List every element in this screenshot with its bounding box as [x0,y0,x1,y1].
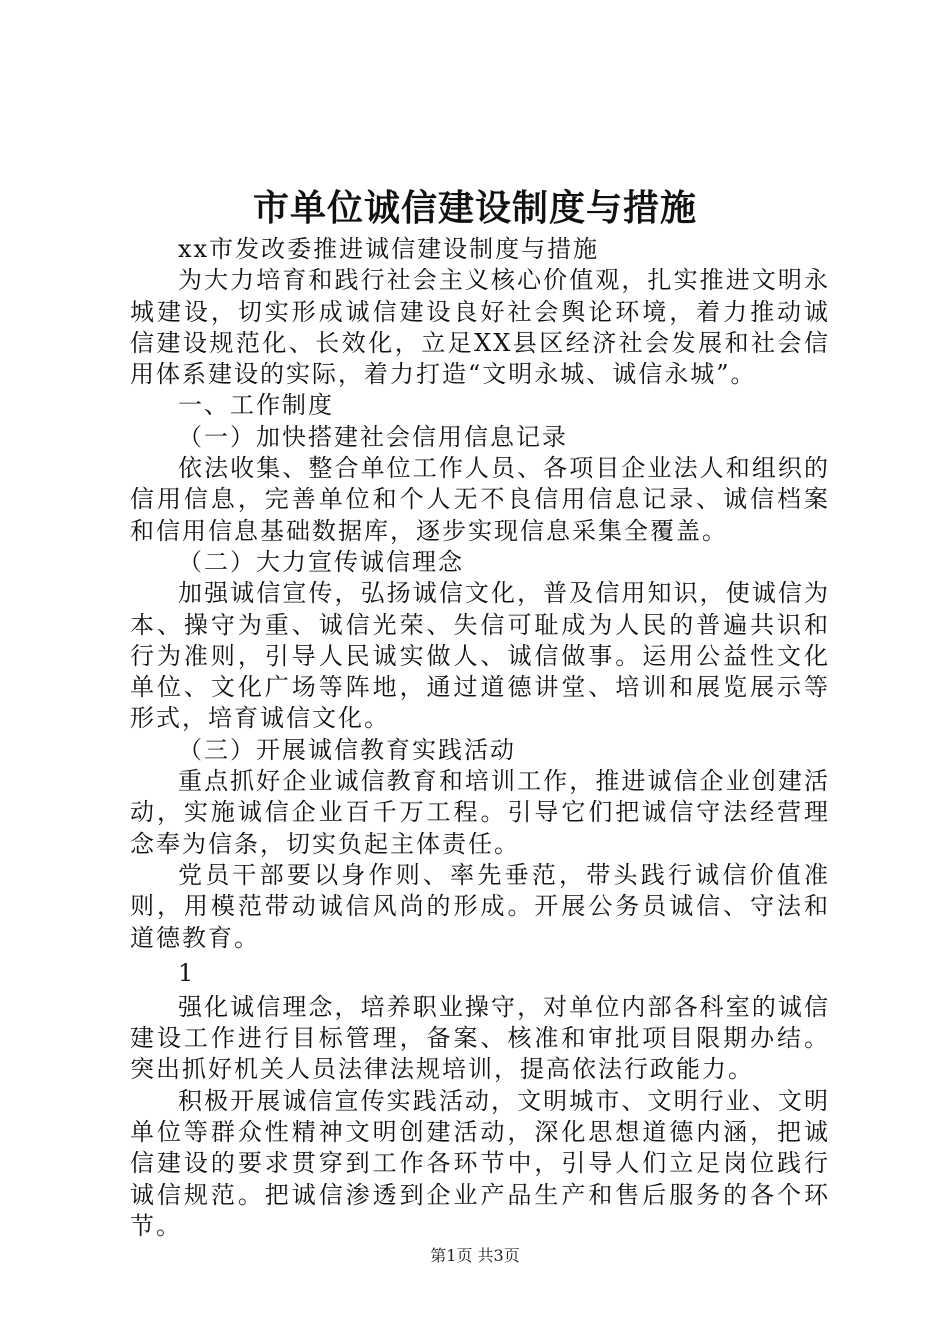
inline-page-number: 1 [178,958,194,987]
page-footer: 第1页 共3页 [430,1246,520,1265]
section-heading: 一、工作制度 [178,391,334,420]
body-paragraph-1: 依法收集、整合单位工作人员、各项目企业法人和组织的信用信息，完善单位和个人无不良信用信息记录、诚信档案和信用信息基础数据库，逐步实现信息采集全覆盖。 [130,454,830,545]
body-paragraph-5: 强化诚信理念，培养职业操守，对单位内部各科室的诚信建设工作进行目标管理，备案、核准和审批项目限期办结。突出抓好机关人员法律法规培训，提高依法行政能力。 [130,992,830,1084]
subtitle-paragraph: xx市发改委推进诚信建设制度与措施 [178,235,600,263]
subsection-heading-2: （二）大力宣传诚信理念 [178,547,464,576]
document-title: 市单位诚信建设制度与措施 [252,187,697,229]
body-paragraph-2: 加强诚信宣传，弘扬诚信文化，普及信用知识，使诚信为本、操守为重、诚信光荣、失信可耻成为人民的普遍共识和行为准则，引导人民诚实做人、诚信做事。运用公益性文化单位、文化广场等阵地，通过道德讲堂、培训和展览展示等形式，培育诚信文化。 [130,579,830,733]
intro-paragraph: 为大力培育和践行社会主义核心价值观，扎实推进文明永城建设，切实形成诚信建设良好社会舆论环境，着力推动诚信建设规范化、长效化，立足XX县区经济社会发展和社会信用体系建设的实际，着力打造“文明永城、诚信永城”。 [130,266,830,389]
body-paragraph-3: 重点抓好企业诚信教育和培训工作，推进诚信企业创建活动，实施诚信企业百千万工程。引导它们把诚信守法经营理念奉为信条，切实负起主体责任。 [130,767,830,858]
body-paragraph-6: 积极开展诚信宣传实践活动，文明城市、文明行业、文明单位等群众性精神文明创建活动，深化思想道德内涵，把诚信建设的要求贯穿到工作各环节中，引导人们立足岗位践行诚信规范。把诚信渗透到企业产品生产和售后服务的各个环节。 [130,1086,830,1240]
body-paragraph-4: 党员干部要以身作则、率先垂范，带头践行诚信价值准则，用模范带动诚信风尚的形成。开展公务员诚信、守法和道德教育。 [130,860,830,952]
document-body [130,234,830,1242]
subsection-heading-1: （一）加快搭建社会信用信息记录 [178,422,568,451]
subsection-heading-3: （三）开展诚信教育实践活动 [178,735,516,764]
